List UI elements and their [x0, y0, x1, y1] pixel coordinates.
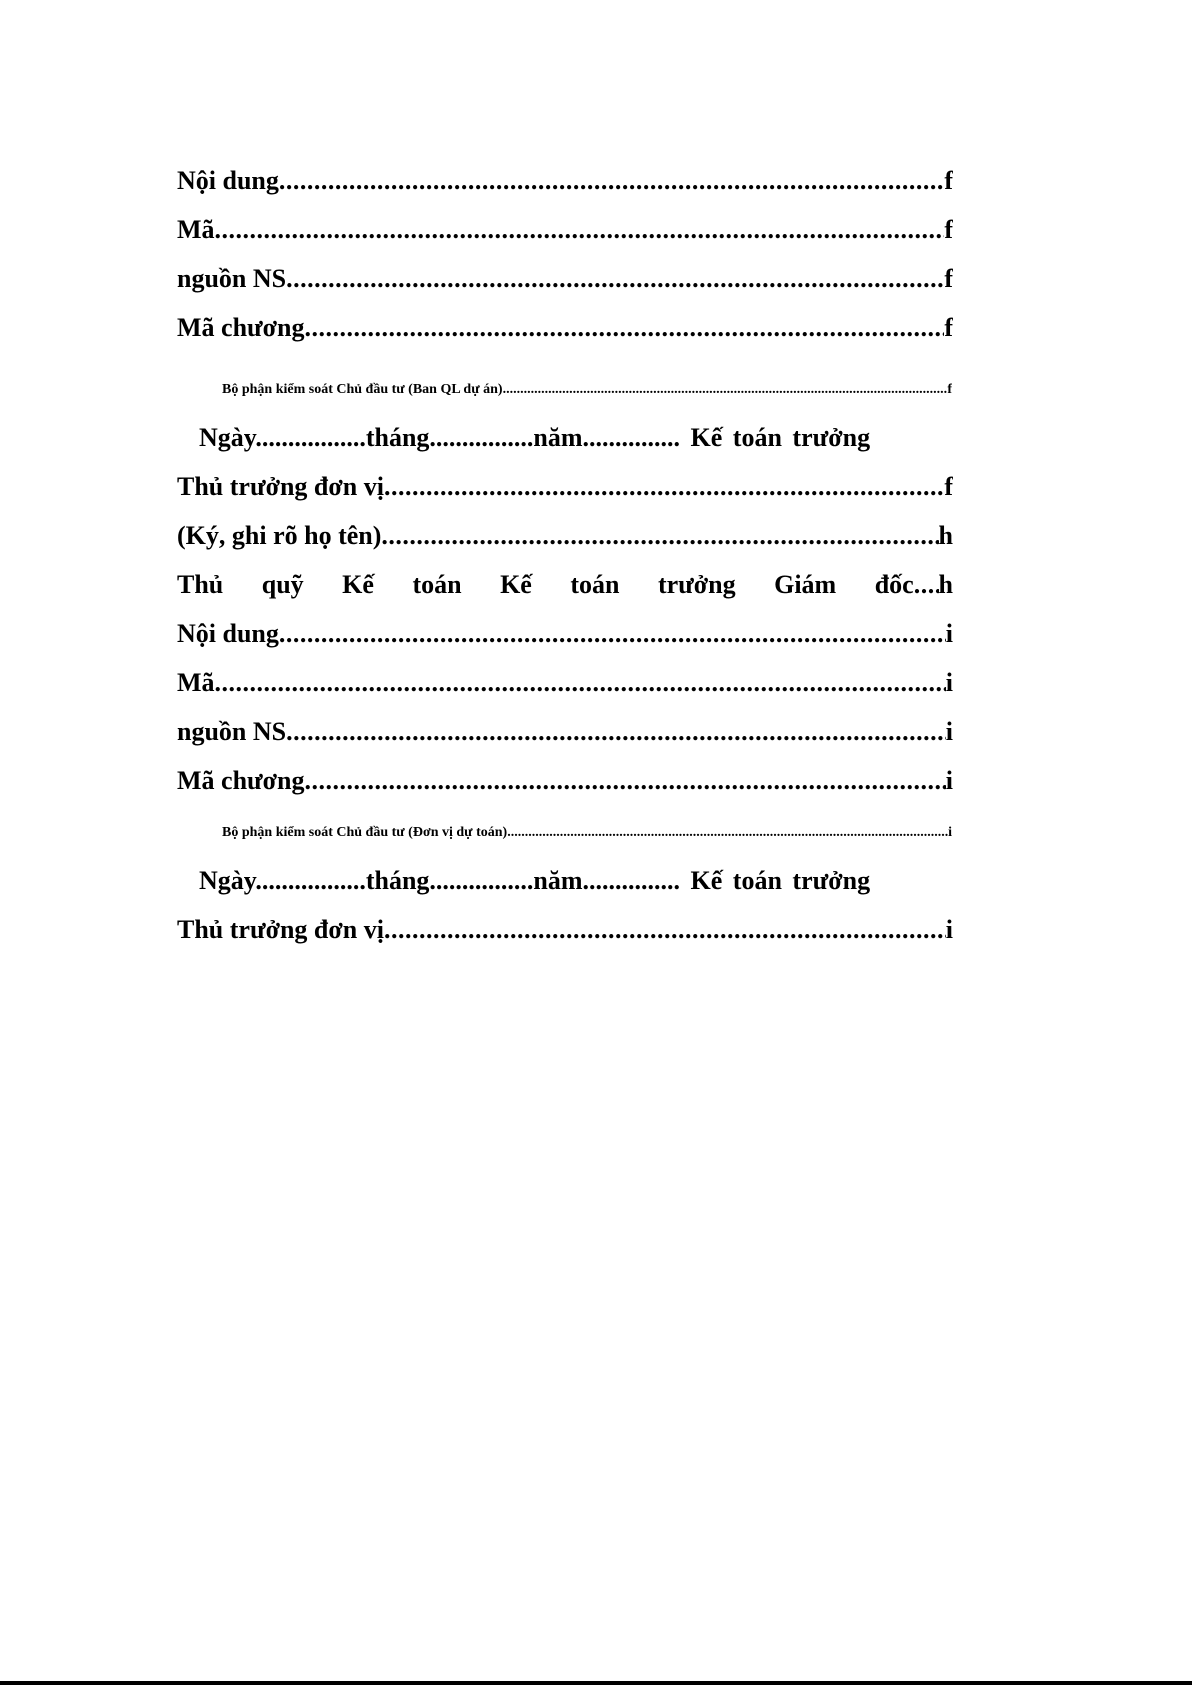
- toc-line-noi-dung-2: [177, 618, 953, 650]
- toc-label: Mã chương: [177, 313, 305, 342]
- toc-line-ma-2: [177, 667, 953, 699]
- dot-leader: [305, 312, 945, 344]
- toc-line-ky-ghi-ro-ho-ten: [177, 520, 953, 552]
- toc-line-ma-chuong-2: [177, 765, 953, 797]
- dot-leader: [384, 914, 946, 946]
- toc-label: Nội dung: [177, 619, 279, 648]
- toc-line-nguon-ns: [177, 263, 953, 295]
- toc-line-bo-phan-kiem-soat-don-vi-du-toan: [222, 824, 952, 842]
- dot-leader: [503, 381, 948, 399]
- toc-line-noi-dung: [177, 165, 953, 197]
- dot-leader: [305, 765, 946, 797]
- dot-leader: [279, 618, 946, 650]
- toc-label: Bộ phận kiểm soát Chủ đầu tư (Ban QL dự án): [222, 382, 503, 397]
- dot-leader: [279, 165, 944, 197]
- page-ref: f: [944, 215, 953, 244]
- page-ref: i: [945, 915, 953, 944]
- toc-label: Bộ phận kiểm soát Chủ đầu tư (Đơn vị dự toán): [222, 825, 508, 840]
- dot-leader: [914, 569, 939, 601]
- toc-line-signatories: [177, 569, 953, 601]
- page-ref: i: [945, 766, 953, 795]
- page-ref: f: [944, 472, 953, 501]
- dot-leader: [215, 667, 946, 699]
- page-ref: f: [944, 313, 953, 342]
- toc-label: Thủ trưởng đơn vị: [177, 472, 384, 501]
- toc-label: (Ký, ghi rõ họ tên): [177, 521, 382, 550]
- date-signature-line: Ngày.................tháng................năm............... Kế toán trưởng: [199, 423, 871, 452]
- toc-label: Mã: [177, 215, 215, 244]
- dot-leader: [507, 824, 948, 842]
- page-ref: f: [944, 264, 953, 293]
- page-ref: i: [945, 619, 953, 648]
- toc-line-ma-chuong: [177, 312, 953, 344]
- page-ref: f: [944, 166, 953, 195]
- page-ref: f: [947, 382, 952, 397]
- toc-line-thu-truong-don-vi-2: [177, 914, 953, 946]
- page-ref: h: [938, 521, 953, 550]
- toc-line-thu-truong-don-vi: [177, 471, 953, 503]
- dot-leader: [381, 520, 938, 552]
- page-ref: i: [948, 825, 952, 840]
- page-bottom-border: [0, 1681, 1192, 1685]
- toc-line-nguon-ns-2: [177, 716, 953, 748]
- toc-label: nguồn NS: [177, 717, 287, 746]
- dot-leader: [215, 214, 945, 246]
- page-ref: h: [938, 570, 953, 599]
- dot-leader: [286, 716, 946, 748]
- page-ref: i: [945, 668, 953, 697]
- toc-label: Nội dung: [177, 166, 279, 195]
- dot-leader: [384, 471, 944, 503]
- page-ref: i: [945, 717, 953, 746]
- toc-label: Mã chương: [177, 766, 305, 795]
- toc-label: Thủ quỹ Kế toán Kế toán trưởng Giám đốc: [177, 570, 914, 599]
- toc-label: Thủ trưởng đơn vị: [177, 915, 384, 944]
- toc-line-ma: [177, 214, 953, 246]
- dot-leader: [286, 263, 944, 295]
- date-signature-line-2: Ngày.................tháng................năm............... Kế toán trưởng: [199, 866, 871, 895]
- toc-label: Mã: [177, 668, 215, 697]
- toc-label: nguồn NS: [177, 264, 287, 293]
- toc-line-bo-phan-kiem-soat-ban-ql: [222, 381, 952, 399]
